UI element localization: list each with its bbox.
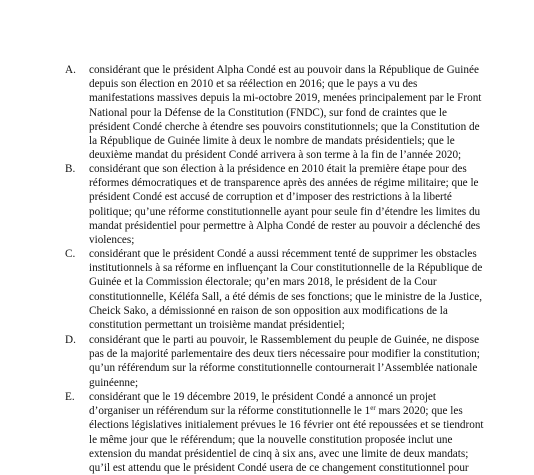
text-line: considérant que le 19 décembre 2019, le président Condé a annoncé un projet xyxy=(89,391,437,403)
text-line: violences; xyxy=(89,234,135,246)
text-line: qu’il est attendu que le président Condé usera de ce changement constitutionnel pour xyxy=(89,462,469,474)
text-line: institutionnels à sa réforme en influençant la Cour constitutionnelle de la République de xyxy=(89,262,483,275)
text-line: guinéenne; xyxy=(89,376,139,389)
text-line: élections législatives initialement prévues le 16 février ont été repoussées et se tiendront xyxy=(89,419,484,432)
text-line: le même jour que le référendum; que la nouvelle constitution proposée inclut une xyxy=(89,433,453,446)
clause-letter: A. xyxy=(65,64,76,76)
text-line: National pour la Défense de la Constitution (FNDC), sur fond de craintes que le xyxy=(89,106,447,119)
text-line: qu’un référendum sur la réforme constitutionnelle contournerait l’Assemblée nationale xyxy=(89,362,478,375)
text-line: Guinée et la Commission électorale; qu’en mars 2018, le président de la Cour xyxy=(89,276,437,289)
text-line: réformes démocratiques et de transparence après des années de régime militaire; que le xyxy=(89,177,479,190)
clause-letter: E. xyxy=(65,391,75,403)
text-line: pas de la majorité parlementaire des deux tiers nécessaire pour modifier la constitution; xyxy=(89,348,480,361)
text-line: mandat présidentiel pour permettre à Alpha Condé de rester au pouvoir a déclenché des xyxy=(89,219,481,232)
clause-letter: D. xyxy=(65,334,76,346)
text-line: constitution permettant un troisième mandat présidentiel; xyxy=(89,319,345,331)
text-line: politique; qu’une réforme constitutionnelle ayant pour seule fin d’étendre les limites du xyxy=(89,205,481,218)
text-line: considérant que le président Alpha Condé est au pouvoir dans la République de Guinée xyxy=(89,64,479,76)
text-line: extension du mandat présidentiel de cinq à six ans, avec une limite de deux mandats; xyxy=(89,447,469,460)
text-line: d’organiser un référendum sur la réforme constitutionnelle le 1er mars 2020; que les xyxy=(89,404,463,418)
text-line: considérant que son élection à la présidence en 2010 était la première étape pour des xyxy=(89,163,467,175)
text-line: président Condé est accusé de corruption et d’imposer des restrictions à la liberté xyxy=(89,191,452,204)
clause-letter: B. xyxy=(65,163,76,175)
text-line: Cheick Sako, a démissionné en raison de son opposition aux modifications de la xyxy=(89,304,448,317)
text-line: considérant que le président Condé a aussi récemment tenté de supprimer les obstacles xyxy=(89,248,477,260)
text-line: considérant que le parti au pouvoir, le Rassemblement du peuple de Guinée, ne dispose xyxy=(89,334,480,346)
text-line: manifestations massives depuis la mi-octobre 2019, menées principalement par le Front xyxy=(89,92,482,105)
text-line: président Condé cherche à étendre ses pouvoirs constitutionnels; que la Constitution de xyxy=(89,120,480,133)
text-line: constitutionnelle, Kéléfa Sall, a été démis de ses fonctions; que le ministre de la Justice, xyxy=(89,290,483,303)
text-line: depuis son élection en 2010 et sa réélection en 2016; que le pays a vu des xyxy=(89,78,418,91)
text-line: la République de Guinée limite à deux le nombre de mandats présidentiels; que le xyxy=(89,135,455,147)
clause-letter: C. xyxy=(65,248,76,260)
text-line: deuxième mandat du président Condé arrivera à son terme à la fin de l’année 2020; xyxy=(89,149,462,162)
